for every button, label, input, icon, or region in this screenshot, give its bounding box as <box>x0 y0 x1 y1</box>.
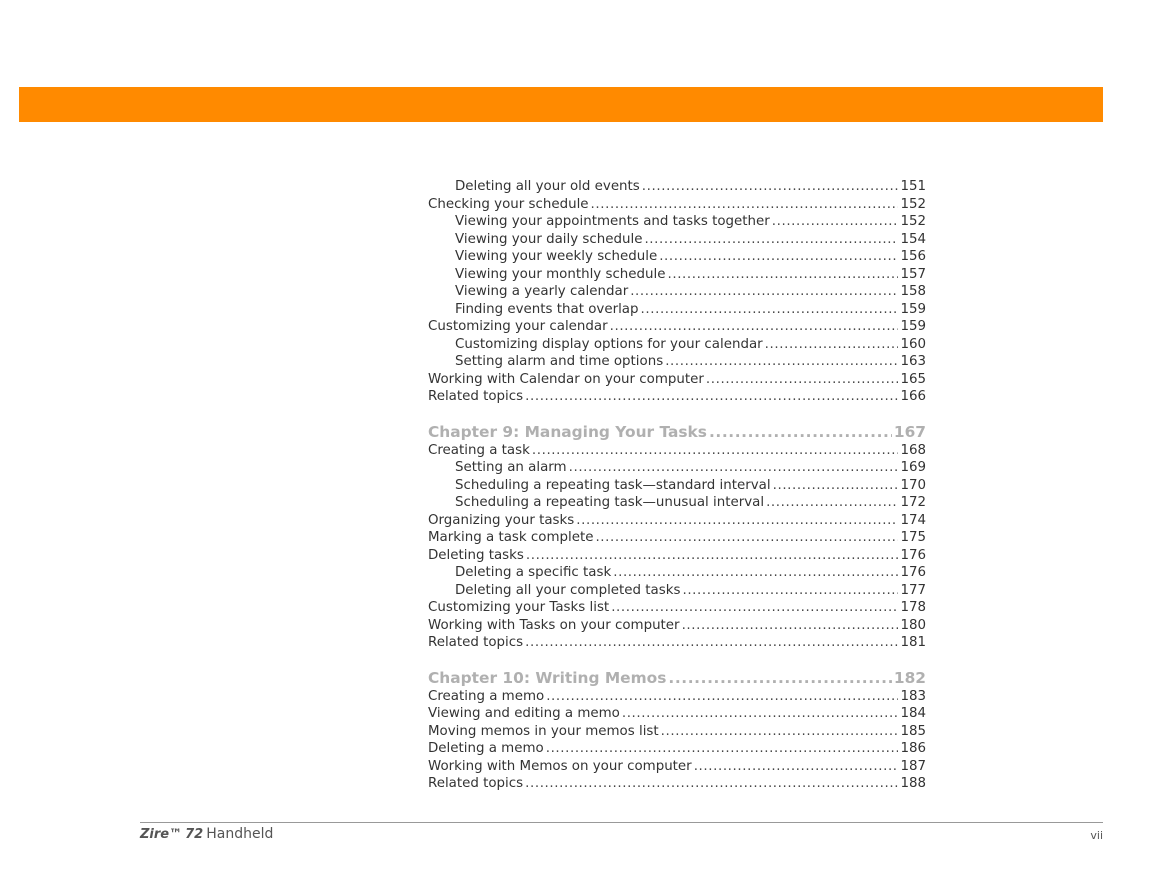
toc-entry-title: Customizing your Tasks list <box>428 600 610 615</box>
header-banner <box>19 87 1103 122</box>
toc-entry-title: Creating a task <box>428 442 530 458</box>
toc-entry[interactable] <box>428 564 926 582</box>
toc-entry-page-number: 165 <box>900 371 926 387</box>
toc-entry-page-number: 152 <box>900 214 926 229</box>
toc-entry-page-number: 163 <box>900 354 926 369</box>
footer-page-number: vii <box>1090 829 1103 842</box>
toc-entry-page-number: 181 <box>900 635 926 650</box>
toc-entry-title: Setting an alarm <box>455 460 567 475</box>
toc-entry-page-number: 157 <box>900 266 926 282</box>
toc-chapter-9[interactable] <box>428 422 926 442</box>
dot-leader <box>525 388 898 406</box>
dot-leader <box>694 758 899 776</box>
toc-entry[interactable] <box>428 283 926 301</box>
toc-entry-title: Creating a memo <box>428 688 545 704</box>
toc-entry-title: Checking your schedule <box>428 196 589 212</box>
dot-leader <box>641 301 899 319</box>
toc-entry[interactable] <box>428 353 926 371</box>
toc-entry-title: Viewing your daily schedule <box>455 231 643 247</box>
toc-entry[interactable] <box>428 248 926 266</box>
toc-entry[interactable] <box>428 213 926 231</box>
dot-leader <box>526 547 899 565</box>
toc-entry[interactable] <box>428 599 926 617</box>
toc-entry[interactable] <box>428 512 926 530</box>
toc-entry-title: Working with Calendar on your computer <box>428 371 704 387</box>
toc-entry[interactable] <box>428 547 926 565</box>
toc-entry[interactable] <box>428 266 926 284</box>
toc-entry-page-number: 151 <box>900 179 926 194</box>
dot-leader <box>613 564 898 582</box>
toc-entry-page-number: 154 <box>900 231 926 247</box>
dot-leader <box>591 196 899 214</box>
dot-leader <box>665 353 898 371</box>
toc-entry-title: Moving memos in your memos list <box>428 723 659 739</box>
toc-entry[interactable] <box>428 371 926 389</box>
dot-leader <box>569 459 899 477</box>
dot-leader <box>706 371 899 389</box>
toc-entry[interactable] <box>428 529 926 547</box>
toc-entry-page-number: 174 <box>900 512 926 528</box>
toc-entry-title: Related topics <box>428 776 524 791</box>
toc-chapter-10[interactable] <box>428 668 926 688</box>
toc-entry-page-number: 177 <box>900 582 926 598</box>
dot-leader <box>576 512 898 530</box>
toc-entry[interactable] <box>428 740 926 758</box>
dot-leader <box>682 617 899 635</box>
toc-entry[interactable] <box>428 723 926 741</box>
toc-entry[interactable] <box>428 318 926 336</box>
toc-entry[interactable] <box>428 582 926 600</box>
toc-entry-title: Deleting all your completed tasks <box>455 582 681 598</box>
toc-entry-page-number: 160 <box>900 336 926 352</box>
dot-leader <box>644 231 898 249</box>
dot-leader <box>659 248 898 266</box>
toc-entry-title: Working with Memos on your computer <box>428 758 692 774</box>
toc-entry-page-number: 175 <box>900 530 926 545</box>
toc-entry[interactable] <box>428 688 926 706</box>
toc-entry-title: Related topics <box>428 389 524 404</box>
toc-entry[interactable] <box>428 178 926 196</box>
toc-entry-page-number: 172 <box>900 495 926 510</box>
toc-entry-page-number: 169 <box>900 460 926 475</box>
toc-entry-page-number: 168 <box>900 442 926 458</box>
dot-leader <box>525 634 898 652</box>
toc-entry-title: Finding events that overlap <box>455 301 639 317</box>
toc-entry[interactable] <box>428 388 926 406</box>
toc-entry[interactable] <box>428 231 926 249</box>
toc-entry-title: Scheduling a repeating task—standard interval <box>455 477 771 493</box>
toc-entry[interactable] <box>428 617 926 635</box>
toc-entry-page-number: 176 <box>900 547 926 563</box>
toc-entry-title: Marking a task complete <box>428 530 594 545</box>
toc-entry-title: Organizing your tasks <box>428 512 575 528</box>
toc-entry-page-number: 176 <box>900 565 926 580</box>
toc-entry-page-number: 185 <box>900 723 926 739</box>
dot-leader <box>667 266 898 284</box>
dot-leader <box>766 494 898 512</box>
toc-entry-title: Customizing display options for your calendar <box>455 336 763 352</box>
dot-leader <box>765 336 899 354</box>
toc-entry[interactable] <box>428 459 926 477</box>
toc-entry-page-number: 170 <box>900 477 926 493</box>
toc-entry-title: Deleting a specific task <box>455 565 612 580</box>
footer-product-name <box>140 826 273 842</box>
toc-entry-page-number: 188 <box>900 776 926 791</box>
footer-product: Handheld <box>206 826 274 842</box>
toc-entry-page-number: 187 <box>900 758 926 774</box>
toc-entry[interactable] <box>428 705 926 723</box>
toc-entry[interactable] <box>428 477 926 495</box>
chapter-title: Chapter 10: Writing Memos <box>428 668 667 687</box>
toc-group-tasks <box>428 442 926 652</box>
toc-entry-title: Deleting tasks <box>428 547 524 563</box>
chapter-page-number: 167 <box>893 422 926 441</box>
dot-leader <box>595 529 898 547</box>
dot-leader <box>709 422 892 442</box>
dot-leader <box>525 775 898 793</box>
toc-entry-title: Viewing a yearly calendar <box>455 284 629 299</box>
toc-entry-page-number: 184 <box>900 706 926 721</box>
toc-entry-page-number: 159 <box>900 319 926 334</box>
footer-model: 72 <box>185 827 204 842</box>
dot-leader <box>622 705 899 723</box>
toc-entry[interactable] <box>428 301 926 319</box>
dot-leader <box>610 318 899 336</box>
toc-entry-title: Customizing your calendar <box>428 319 608 334</box>
toc-entry[interactable] <box>428 442 926 460</box>
dot-leader <box>772 213 899 231</box>
dot-leader <box>668 668 891 688</box>
toc-entry-page-number: 166 <box>900 389 926 404</box>
chapter-page-number: 182 <box>893 668 926 687</box>
chapter-title: Chapter 9: Managing Your Tasks <box>428 422 707 441</box>
dot-leader <box>773 477 899 495</box>
toc-entry-title: Scheduling a repeating task—unusual interval <box>455 495 765 510</box>
dot-leader <box>546 688 898 706</box>
footer-divider <box>140 822 1103 823</box>
dot-leader <box>611 599 898 617</box>
dot-leader <box>661 723 899 741</box>
toc-entry[interactable] <box>428 634 926 652</box>
toc-entry-title: Viewing your appointments and tasks together <box>455 214 770 229</box>
toc-entry-title: Related topics <box>428 635 524 650</box>
footer-brand: Zire™ <box>140 827 183 842</box>
toc-entry[interactable] <box>428 336 926 354</box>
toc-entry-page-number: 159 <box>900 301 926 317</box>
dot-leader <box>682 582 898 600</box>
toc-group-calendar <box>428 178 926 406</box>
toc-entry-title: Viewing your weekly schedule <box>455 249 658 264</box>
toc-entry-page-number: 180 <box>900 617 926 633</box>
dot-leader <box>630 283 898 301</box>
toc-entry-title: Viewing and editing a memo <box>428 706 620 721</box>
toc-group-memos <box>428 688 926 793</box>
toc-entry-title: Setting alarm and time options <box>455 354 664 369</box>
toc-entry-title: Deleting a memo <box>428 741 544 756</box>
toc-entry-page-number: 152 <box>900 196 926 212</box>
toc-entry-title: Viewing your monthly schedule <box>455 266 666 282</box>
toc-entry[interactable] <box>428 758 926 776</box>
toc-entry[interactable] <box>428 494 926 512</box>
dot-leader <box>532 442 899 460</box>
toc-entry-page-number: 178 <box>900 600 926 615</box>
dot-leader <box>642 178 899 196</box>
table-of-contents <box>428 178 926 793</box>
toc-entry-title: Deleting all your old events <box>455 179 640 194</box>
toc-entry[interactable] <box>428 775 926 793</box>
toc-entry-title: Working with Tasks on your computer <box>428 617 680 633</box>
toc-entry[interactable] <box>428 196 926 214</box>
toc-entry-page-number: 156 <box>900 249 926 264</box>
toc-entry-page-number: 183 <box>900 688 926 704</box>
dot-leader <box>546 740 899 758</box>
toc-entry-page-number: 186 <box>900 741 926 756</box>
toc-entry-page-number: 158 <box>900 284 926 299</box>
